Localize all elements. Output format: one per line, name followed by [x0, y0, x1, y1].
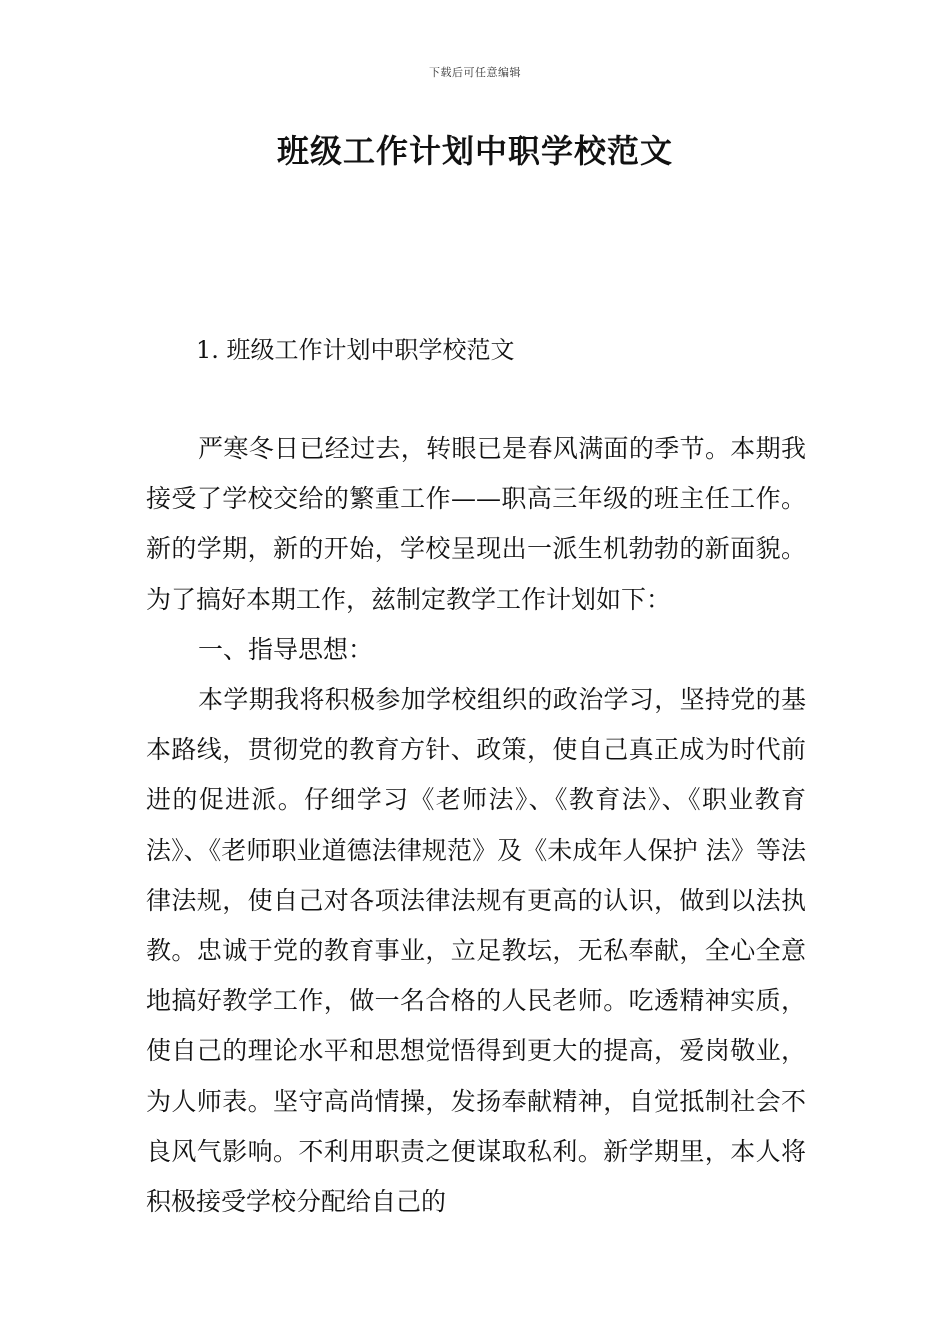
document-body	[146, 424, 806, 1227]
section-heading: 1. 班级工作计划中职学校范文	[196, 336, 515, 364]
paragraph-intro: 严寒冬日已经过去，转眼已是春风满面的季节。本期我接受了学校交给的繁重工作——职高三年级的班主任工作。新的学期，新的开始，学校呈现出一派生机勃勃的新面貌。为了搞好本期工作，兹制定教学工作计划如下：	[146, 434, 806, 614]
header-note: 下载后可任意编辑	[429, 66, 521, 79]
document-title: 班级工作计划中职学校范文	[276, 132, 673, 170]
paragraph-guiding-thought: 本学期我将积极参加学校组织的政治学习，坚持党的基本路线，贯彻党的教育方针、政策，使自己真正成为时代前进的促进派。仔细学习《老师法》、《教育法》、《职业教育法》、《老师职业道德法律规范》及《未成年人保护 法》等法律法规，使自己对各项法律法规有更高的认识，做到以法执教。忠诚于党的教育事业，立足教坛，无私奉献，全心全意地搞好教学工作，做一名合格的人民老师。吃透精神实质，使自己的理论水平和思想觉悟得到更大的提高，爱岗敬业，为人师表。坚守高尚情操，发扬奉献精神，自觉抵制社会不良风气影响。不利用职责之便谋取私利。新学期里，本人将积极接受学校分配给自己的	[146, 685, 806, 1217]
paragraph-heading-guiding-thought: 一、指导思想：	[198, 634, 374, 664]
